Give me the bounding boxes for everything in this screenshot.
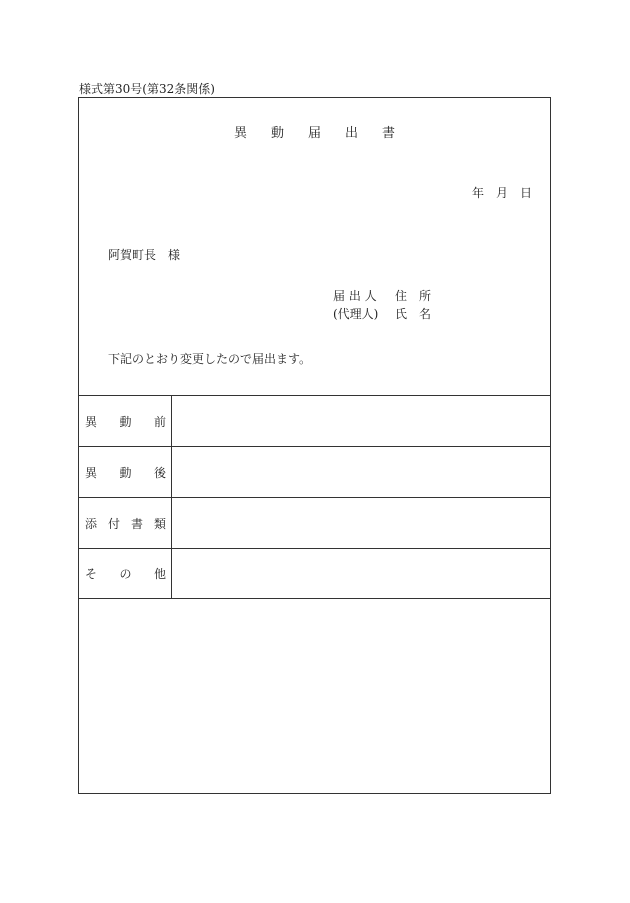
address-label: 住 所 xyxy=(395,289,432,303)
applicant-address-row xyxy=(333,287,431,305)
title-char: 動 xyxy=(270,126,284,141)
label-char: 異 xyxy=(85,414,98,429)
label-char: 書 xyxy=(130,516,143,531)
row-after-change xyxy=(79,446,550,497)
row-before-change xyxy=(79,395,550,446)
label-char: 異 xyxy=(85,465,98,480)
agent-label: (代理人) xyxy=(333,307,379,321)
row-other xyxy=(79,548,550,599)
date-day: 日 xyxy=(519,186,532,200)
date-year: 年 xyxy=(471,186,484,200)
label-char: 前 xyxy=(153,414,166,429)
row-value-other[interactable] xyxy=(172,549,550,598)
name-label: 氏 名 xyxy=(395,307,432,321)
label-char: 他 xyxy=(153,567,166,581)
applicant-name-row xyxy=(333,305,431,323)
row-label xyxy=(79,549,172,598)
label-char: の xyxy=(119,567,132,581)
row-value-attachments[interactable] xyxy=(172,498,550,548)
applicant-block xyxy=(333,287,431,323)
row-value-after-change[interactable] xyxy=(172,447,550,497)
label-char: 後 xyxy=(153,465,166,480)
applicant-label: 届 出 人 xyxy=(333,289,377,303)
form-number: 様式第30号(第32条関係) xyxy=(79,82,215,96)
title-char: 書 xyxy=(382,126,396,141)
row-label xyxy=(79,396,172,446)
date-line xyxy=(460,184,532,201)
row-label xyxy=(79,498,172,548)
notice-text: 下記のとおり変更したので届出ます。 xyxy=(108,352,312,366)
addressee: 阿賀町長 様 xyxy=(108,248,181,262)
row-label xyxy=(79,447,172,497)
label-char: 添 xyxy=(85,516,98,531)
detail-rows xyxy=(79,395,550,599)
title-char: 異 xyxy=(233,126,247,141)
form-box xyxy=(78,97,551,794)
form-title xyxy=(79,122,550,141)
row-value-before-change[interactable] xyxy=(172,396,550,446)
date-month: 月 xyxy=(495,186,508,200)
label-char: 動 xyxy=(119,465,132,480)
label-char: 動 xyxy=(119,414,132,429)
label-char: 類 xyxy=(153,516,166,531)
title-char: 届 xyxy=(307,126,321,141)
title-char: 出 xyxy=(345,126,359,141)
row-attachments xyxy=(79,497,550,548)
label-char: そ xyxy=(85,567,98,581)
label-char: 付 xyxy=(107,516,120,531)
